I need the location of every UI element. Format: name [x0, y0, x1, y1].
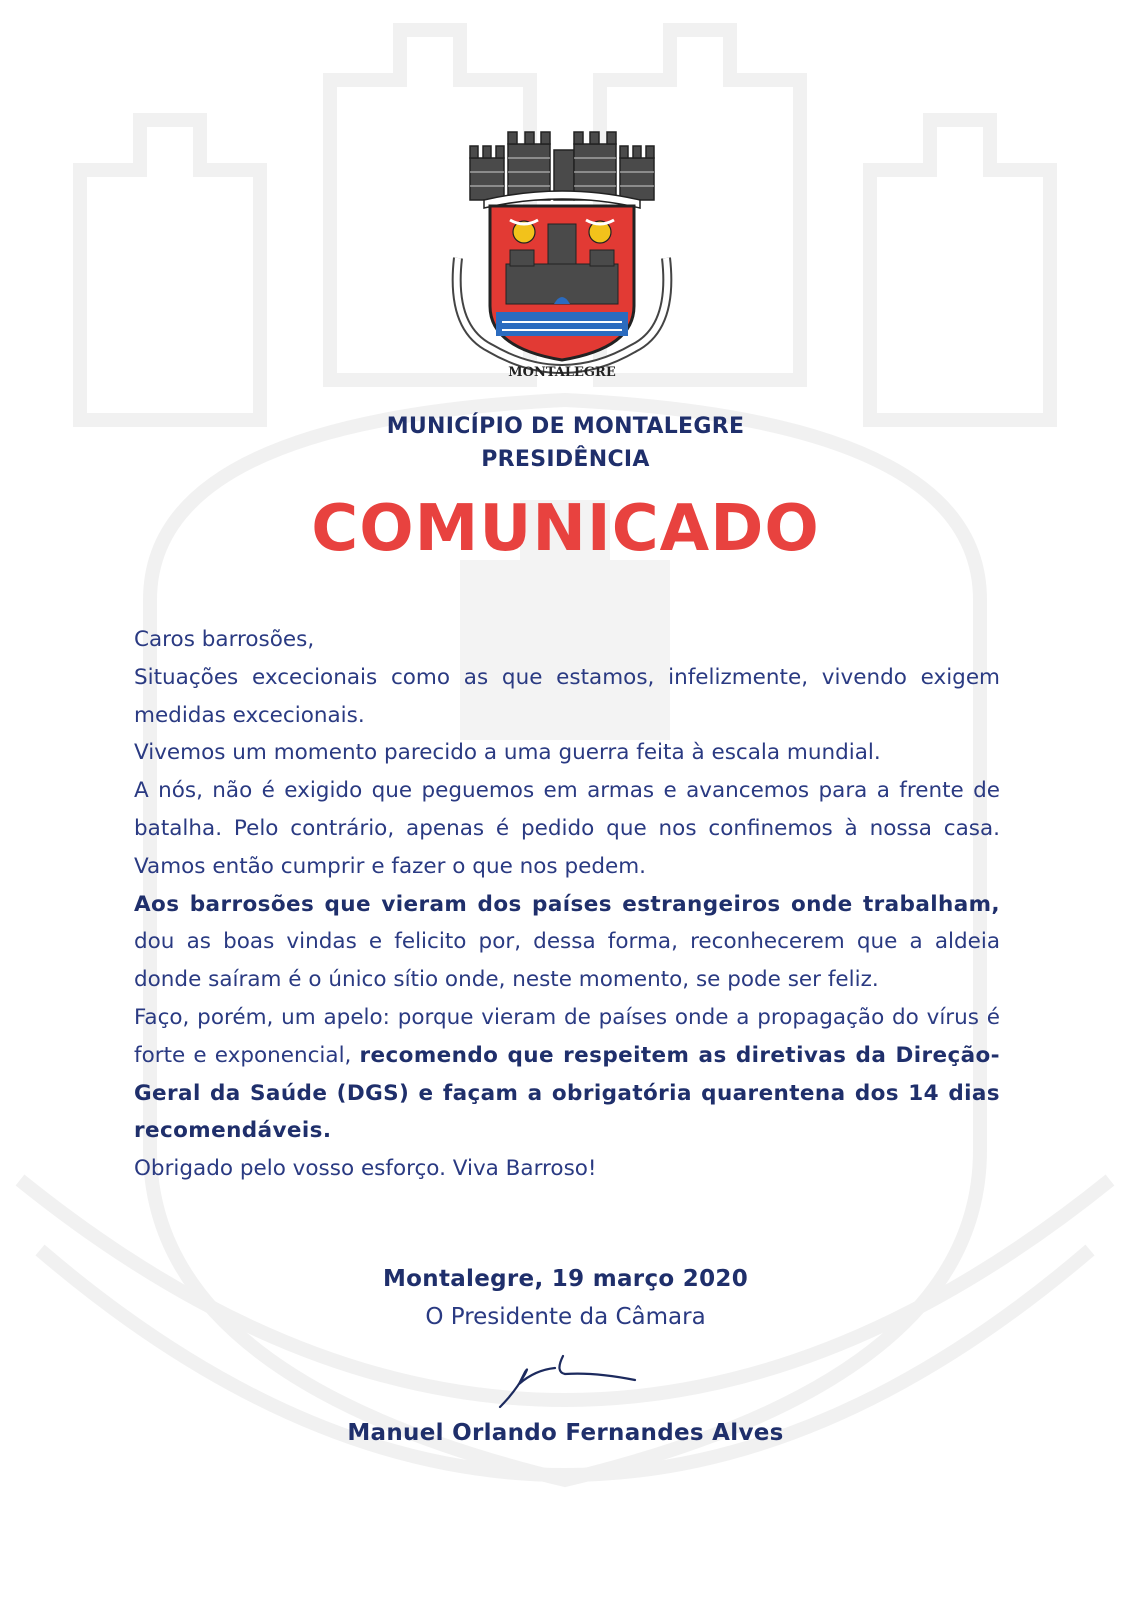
- paragraph-4-emphasis: Aos barrosões que vieram dos países estrangeiros onde trabalham,: [134, 891, 1000, 917]
- paragraph-4-text: dou as boas vindas e felicito por, dessa forma, reconhecerem que a aldeia donde saíram é o único sítio onde, neste momento, se pode ser feliz.: [134, 929, 1000, 993]
- montalegre-crest-logo: [450, 128, 674, 390]
- organization-name: MUNICÍPIO DE MONTALEGRE: [386, 414, 745, 439]
- organization-header: [0, 410, 1131, 476]
- paragraph-5: [134, 999, 1000, 1150]
- department-name: PRESIDÊNCIA: [481, 447, 650, 472]
- paragraph-5-emphasis: recomendo que respeitem as diretivas da Direção-Geral da Saúde (DGS) e façam a obrigatória quarentena dos 14 dias recomendáveis.: [134, 1042, 1000, 1144]
- place-and-date: Montalegre, 19 março 2020: [382, 1266, 748, 1292]
- signer-role: O Presidente da Câmara: [425, 1304, 706, 1330]
- greeting: Caros barrosões,: [134, 627, 315, 652]
- crest-ribbon-text: MONTALEGRE: [508, 365, 616, 380]
- paragraph-5-text: Faço, porém, um apelo: porque vieram de países onde a propagação do vírus é forte e exponencial,: [134, 1004, 1000, 1068]
- paragraph-4: [134, 886, 1000, 999]
- paragraph-6: Obrigado pelo vosso esforço. Viva Barroso!: [134, 1156, 597, 1182]
- paragraph-3: A nós, não é exigido que peguemos em armas e avancemos para a frente de batalha. Pelo contrário, apenas é pedido que nos confinemos à nossa casa. Vamos então cumprir e fazer o que nos pedem.: [134, 778, 1000, 879]
- paragraph-1: Situações excecionais como as que estamos, infelizmente, vivendo exigem medidas excecionais.: [134, 664, 1000, 728]
- document-title: COMUNICADO: [311, 492, 820, 566]
- paragraph-2: Vivemos um momento parecido a uma guerra feita à escala mundial.: [134, 740, 881, 766]
- handwritten-signature: [495, 1352, 645, 1412]
- letter-body: [134, 621, 1000, 1188]
- signer-name: Manuel Orlando Fernandes Alves: [347, 1420, 784, 1446]
